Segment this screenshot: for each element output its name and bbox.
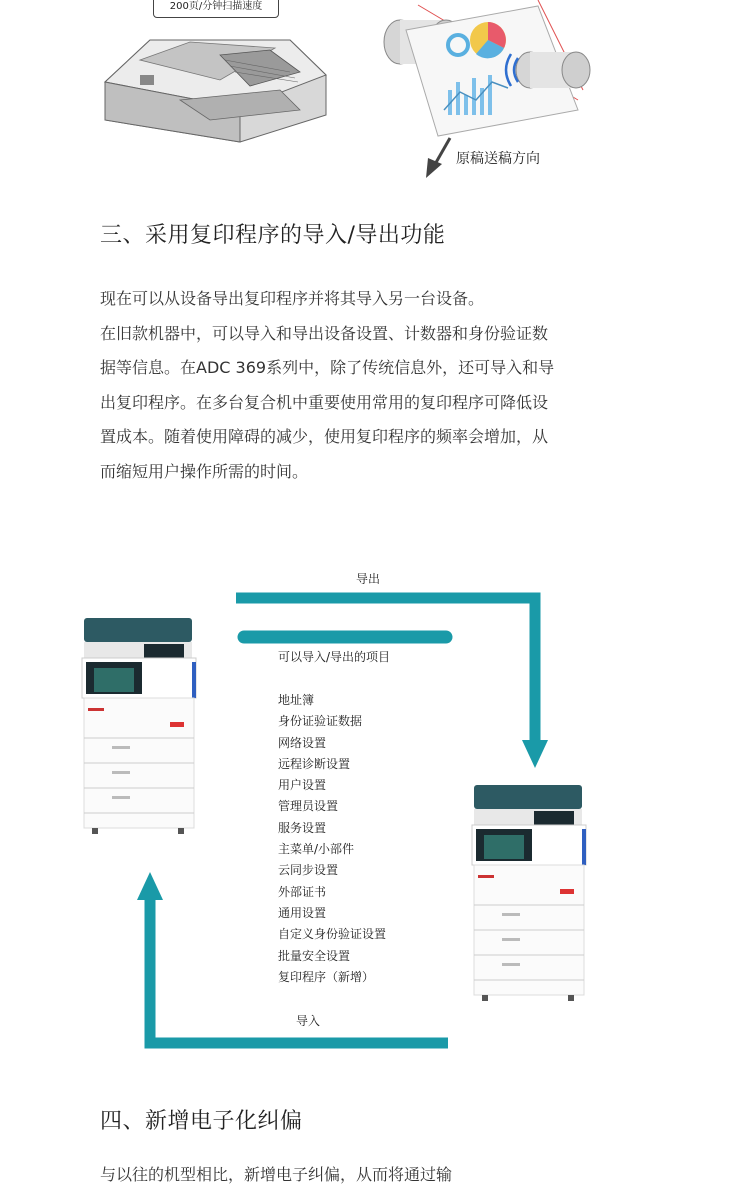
section-3-body — [100, 282, 660, 489]
body-line: 与以往的机型相比，新增电子纠偏，从而将通过输 — [100, 1165, 453, 1184]
feed-direction-label: 原稿送稿方向 — [456, 151, 540, 167]
list-item: 主菜单/小部件 — [278, 842, 355, 857]
import-label: 导入 — [296, 1014, 321, 1028]
export-label: 导出 — [356, 572, 381, 586]
list-item: 身份证验证数据 — [278, 714, 363, 729]
import-arrowhead — [137, 872, 163, 900]
body-line: 而缩短用户操作所需的时间。 — [100, 461, 309, 481]
section-4-title: 四、新增电子化纠偏 — [100, 1109, 303, 1134]
list-item: 地址簿 — [278, 693, 315, 707]
body-line: 据等信息。在ADC 369系列中，除了传统信息外，还可导入和导 — [100, 358, 555, 377]
section-3-title: 三、采用复印程序的导入/导出功能 — [100, 223, 446, 248]
items-title: 可以导入/导出的项目 — [278, 650, 391, 664]
list-item: 批量安全设置 — [278, 948, 351, 963]
body-line: 出复印程序。在多台复合机中重要使用常用的复印程序可降低设 — [100, 392, 549, 412]
list-item: 远程诊断设置 — [278, 756, 351, 771]
list-item: 用户设置 — [278, 778, 327, 793]
list-item: 管理员设置 — [278, 799, 339, 814]
list-item: 通用设置 — [278, 905, 327, 920]
document-feeder-illustration — [100, 20, 330, 160]
list-item: 外部证书 — [278, 884, 327, 899]
body-line: 在旧款机器中，可以导入和导出设备设置、计数器和身份验证数 — [100, 323, 549, 343]
section-4-body — [100, 1158, 660, 1184]
list-item: 服务设置 — [278, 820, 327, 835]
body-line: 现在可以从设备导出复印程序并将其导入另一台设备。 — [100, 289, 485, 308]
target-copier-illustration — [472, 785, 588, 1001]
list-item: 自定义身份验证设置 — [278, 927, 387, 942]
import-export-diagram — [0, 540, 750, 1080]
items-list — [278, 690, 386, 988]
source-copier-illustration — [82, 618, 198, 834]
list-item: 云同步设置 — [278, 863, 339, 878]
export-arrowhead — [522, 740, 548, 768]
list-item: 网络设置 — [278, 735, 327, 750]
list-item: 复印程序（新增） — [278, 969, 375, 984]
top-illustrations — [0, 0, 750, 200]
scan-speed-tag: 200页/分钟扫描速度 — [153, 0, 279, 18]
body-line: 置成本。随着使用障碍的减少，使用复印程序的频率会增加，从 — [100, 427, 549, 446]
